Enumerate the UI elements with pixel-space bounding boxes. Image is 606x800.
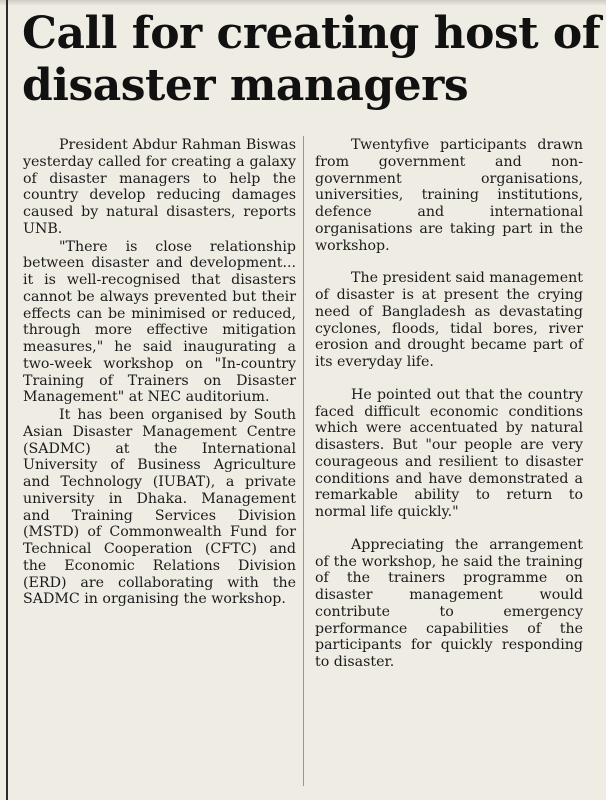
headline: Call for creating host of disaster managers xyxy=(22,8,601,111)
paragraph: He pointed out that the country faced difficult economic conditions which were accentuated by natural disasters. But "our people are very courageous and resilient to disaster conditions and have demonstrated a remarkable ability to return to normal life quickly." xyxy=(315,386,583,520)
paragraph: Appreciating the arrangement of the workshop, he said the training of the trainers programme on disaster management would contribute to emergency performance capabilities of the participants for quickly responding to disaster. xyxy=(315,536,583,670)
paragraph: The president said management of disaster is at present the crying need of Bangladesh as devastating cyclones, floods, tidal bores, river erosion and drought became part of its everyday life. xyxy=(315,270,583,370)
paragraph: President Abdur Rahman Biswas yesterday called for creating a galaxy of disaster managers to help the country develop reducing damages caused by natural disasters, reports UNB. xyxy=(23,137,296,237)
paragraph: Twentyfive participants drawn from government and non-government organisations, universities, training institutions, defence and international organisations are taking part in the workshop. xyxy=(315,137,583,254)
paragraph: "There is close relationship between disaster and development... it is well-recognised that disasters cannot be always prevented but their effects can be minimised or reduced, through more effective mitigation measures," he said inaugurating a two-week workshop on "In-country Training of Trainers on Disaster Management" at NEC auditorium. xyxy=(23,238,296,406)
right-column xyxy=(315,137,583,671)
paragraph: It has been organised by South Asian Disaster Management Centre (SADMC) at the International University of Business Agriculture and Technology (IUBAT), a private university in Dhaka. Management and Training Services Division (MSTD) of Commonwealth Fund for Technical Cooperation (CFTC) and the Economic Relations Division (ERD) are collaborating with the SADMC in organising the workshop. xyxy=(23,407,296,608)
column-divider xyxy=(303,136,304,786)
left-column-rule xyxy=(6,0,8,800)
top-edge-shadow xyxy=(0,0,606,6)
left-column xyxy=(23,137,296,608)
